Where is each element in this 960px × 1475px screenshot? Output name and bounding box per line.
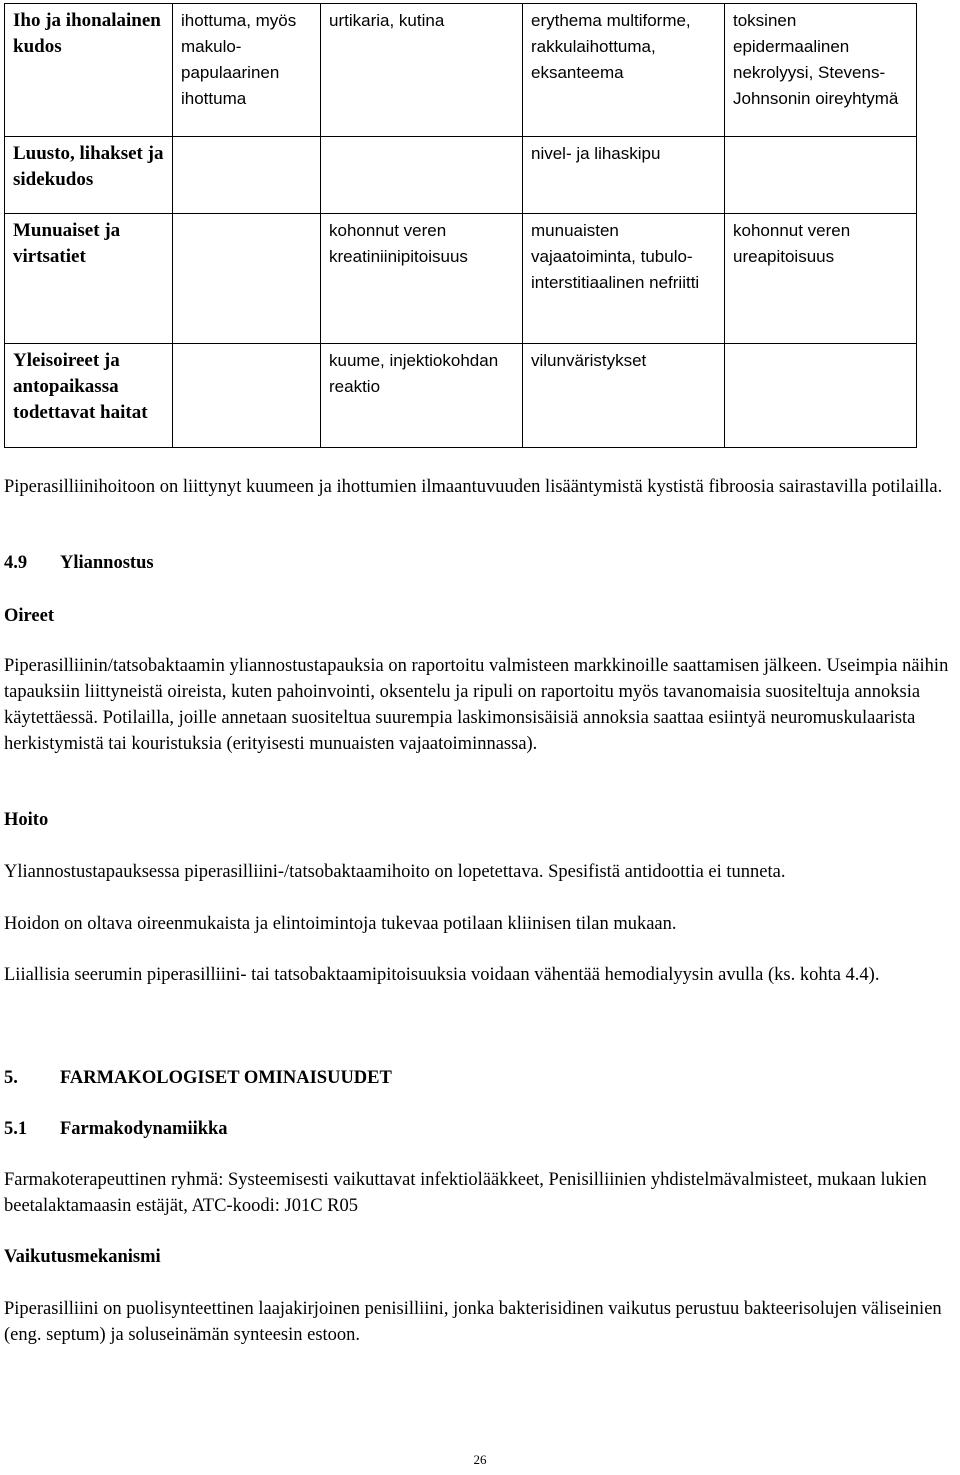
section-heading-4-9 xyxy=(4,550,954,576)
section-title: Farmakodynamiikka xyxy=(60,1119,228,1139)
paragraph-hoito-1: Yliannostustapauksessa piperasilliini-/tatsobaktaamihoito on lopetettava. Spesifistä antidoottia ei tunneta. xyxy=(4,862,786,882)
table-cell xyxy=(725,137,917,214)
table-cell xyxy=(173,137,321,214)
paragraph-oireet xyxy=(4,653,954,757)
table-cell: ihottuma, myös makulo-papulaarinen ihottuma xyxy=(173,4,321,137)
organ-class-cell: Iho ja ihonalainen kudos xyxy=(5,4,173,137)
organ-class-cell: Luusto, lihakset ja sidekudos xyxy=(5,137,173,214)
section-heading-5 xyxy=(4,1065,954,1091)
section-title: Yliannostus xyxy=(60,553,154,573)
paragraph-text: Piperasilliinin/tatsobaktaamin yliannostustapauksia on raportoitu valmisteen markkinoille saattamisen jälkeen. Useimpia näihin tapauksiin liittyneistä oireista, kuten pahoinvointi, oksentelu ja ripuli on raportoitu myös tavanomaisia suositeltuja annoksia käytettäessä. Potilailla, joille annetaan suositeltua suurempia laskimonsisäisiä annoksia saattaa esiintyä neuromuskulaarista herkistymistä tai kouristuksia (erityisesti munuaisten vajaatoiminnassa). xyxy=(4,656,949,754)
subheading-hoito: Hoito xyxy=(4,810,49,830)
table-row xyxy=(5,214,917,344)
table-cell: kohonnut veren kreatiniinipitoisuus xyxy=(321,214,523,344)
table-cell: nivel- ja lihaskipu xyxy=(523,137,725,214)
subheading-vaikutusmekanismi: Vaikutusmekanismi xyxy=(4,1247,161,1267)
organ-class-cell: Munuaiset ja virtsatiet xyxy=(5,214,173,344)
table-cell xyxy=(725,344,917,448)
section-number: 5.1 xyxy=(4,1119,28,1139)
paragraph-hoito-2: Hoidon on oltava oireenmukaista ja elintoimintoja tukevaa potilaan kliinisen tilan mukaan. xyxy=(4,914,677,934)
table-cell: erythema multiforme, rakkulaihottuma, eksanteema xyxy=(523,4,725,137)
paragraph-cystic-fibrosis xyxy=(4,474,954,500)
page-number: 26 xyxy=(473,1452,487,1467)
section-number: 5. xyxy=(4,1068,18,1088)
subheading-oireet: Oireet xyxy=(4,606,54,626)
paragraph-mechanism: Piperasilliini on puolisynteettinen laajakirjoinen penisilliini, jonka bakterisidinen vaikutus perustuu bakteerisolujen väliseinien (eng. septum) ja soluseinämän synteesin estoon. xyxy=(4,1299,942,1345)
table-cell: toksinen epidermaalinen nekrolyysi, Stevens-Johnsonin oireyhtymä xyxy=(725,4,917,137)
table-cell xyxy=(173,344,321,448)
paragraph-pharmacotherapeutic-group: Farmakoterapeuttinen ryhmä: Systeemisesti vaikuttavat infektiolääkkeet, Penisilliinien yhdistelmävalmisteet, mukaan lukien beetalaktamaasin estäjät, ATC-koodi: J01C R05 xyxy=(4,1170,927,1216)
table-row xyxy=(5,137,917,214)
adverse-effects-table xyxy=(4,3,917,448)
table-row xyxy=(5,344,917,448)
organ-class-cell: Yleisoireet ja antopaikassa todettavat haitat xyxy=(5,344,173,448)
section-title: FARMAKOLOGISET OMINAISUUDET xyxy=(60,1068,392,1088)
paragraph-hoito-3: Liiallisia seerumin piperasilliini- tai tatsobaktaamipitoisuuksia voidaan vähentää hemodialyysin avulla (ks. kohta 4.4). xyxy=(4,965,880,985)
table-row xyxy=(5,4,917,137)
section-number: 4.9 xyxy=(4,553,28,573)
paragraph-text: Piperasilliinihoitoon on liittynyt kuumeen ja ihottumien ilmaantuvuuden lisääntymistä kystistä fibroosia sairastavilla potilailla. xyxy=(4,477,943,497)
table-cell: urtikaria, kutina xyxy=(321,4,523,137)
table-cell: vilunväristykset xyxy=(523,344,725,448)
table-cell: kohonnut veren ureapitoisuus xyxy=(725,214,917,344)
table-cell: munuaisten vajaatoiminta, tubulo-interstitiaalinen nefriitti xyxy=(523,214,725,344)
table-cell xyxy=(321,137,523,214)
section-heading-5-1 xyxy=(4,1116,954,1142)
table-cell: kuume, injektiokohdan reaktio xyxy=(321,344,523,448)
table-cell xyxy=(173,214,321,344)
